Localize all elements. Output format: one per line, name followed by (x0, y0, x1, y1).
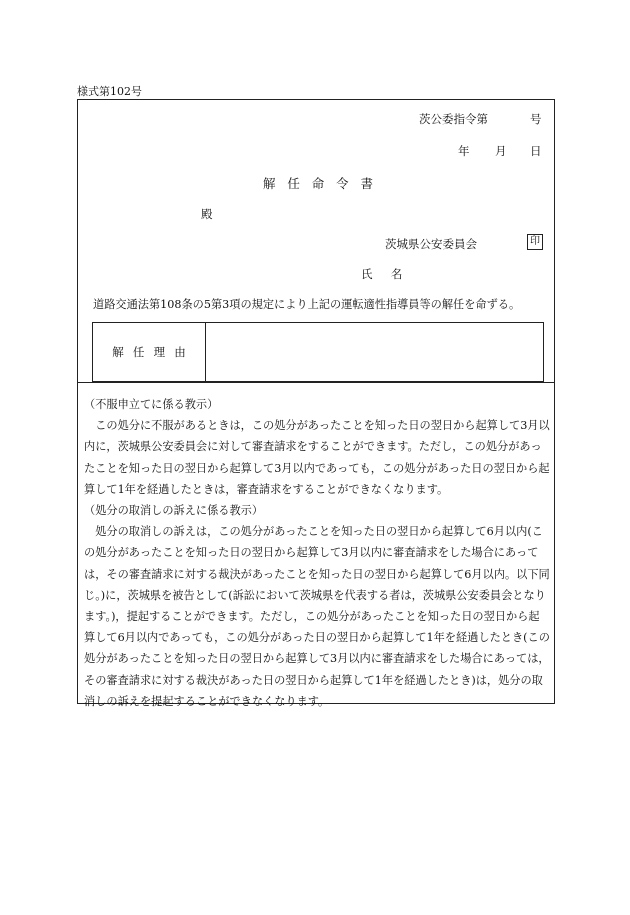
appeal-notice-heading: （不服申立てに係る教示） (84, 398, 219, 411)
lawsuit-notice-body: 処分の取消しの訴えは，この処分があったことを知った日の翌日から起算して6月以内(この処分があったことを知った日の翌日から起算して3月以内に審査請求をした場合にあっては，その審査請求に対する裁決があったことを知った日の翌日から起算して6月以内。以下同じ。)に，茨城県を被告として(訴訟において茨城県を代表する者は，茨城県公安委員会となります。)，提起することができます。ただし，この処分があったことを知った日の翌日から起算して6月以内であっても，この処分があった日の翌日から起算して1年を経過したとき(この処分があったことを知った日の翌日から起算して3月以内に審査請求をした場合にあっては，その審査請求に対する裁決があった日の翌日から起算して1年を経過したとき)は，処分の取消しの訴えを提起することができなくなります。 (84, 525, 550, 708)
notice-section (84, 394, 550, 712)
date-day-label: 日 (530, 144, 542, 158)
lawsuit-notice-heading: （処分の取消しの訴えに係る教示） (84, 504, 264, 518)
date-year-label: 年 (458, 144, 470, 158)
document-frame (77, 99, 555, 708)
appeal-notice-body: この処分に不服があるときは，この処分があったことを知った日の翌日から起算して3月以内に，茨城県公安委員会に対して審査請求をすることができます。ただし，この処分があったことを知った日の翌日から起算して3月以内であっても，この処分があった日の翌日から起算して1年を経過したときは，審査請求をすることができなくなります。 (84, 419, 550, 496)
dismissal-reason-label: 解任理由 (112, 345, 195, 359)
form-number-label: 様式第102号 (77, 85, 142, 98)
date-month-label: 月 (495, 144, 507, 158)
seal-mark: 印 (527, 234, 543, 250)
order-number-suffix: 号 (530, 112, 542, 126)
document-title: 解任命令書 (263, 176, 385, 191)
section-divider (78, 382, 554, 383)
order-number-label: 茨公委指令第 (419, 112, 488, 126)
addressee-honorific: 殿 (201, 207, 213, 221)
legal-basis-text: 道路交通法第108条の5第3項の規定により上記の運転適性指導員等の解任を命ずる。 (93, 298, 521, 311)
dismissal-reason-box (92, 322, 544, 382)
name-label: 氏名 (361, 267, 421, 281)
dismissal-reason-label-cell (93, 323, 206, 381)
issuer-name: 茨城県公安委員会 (385, 237, 477, 251)
